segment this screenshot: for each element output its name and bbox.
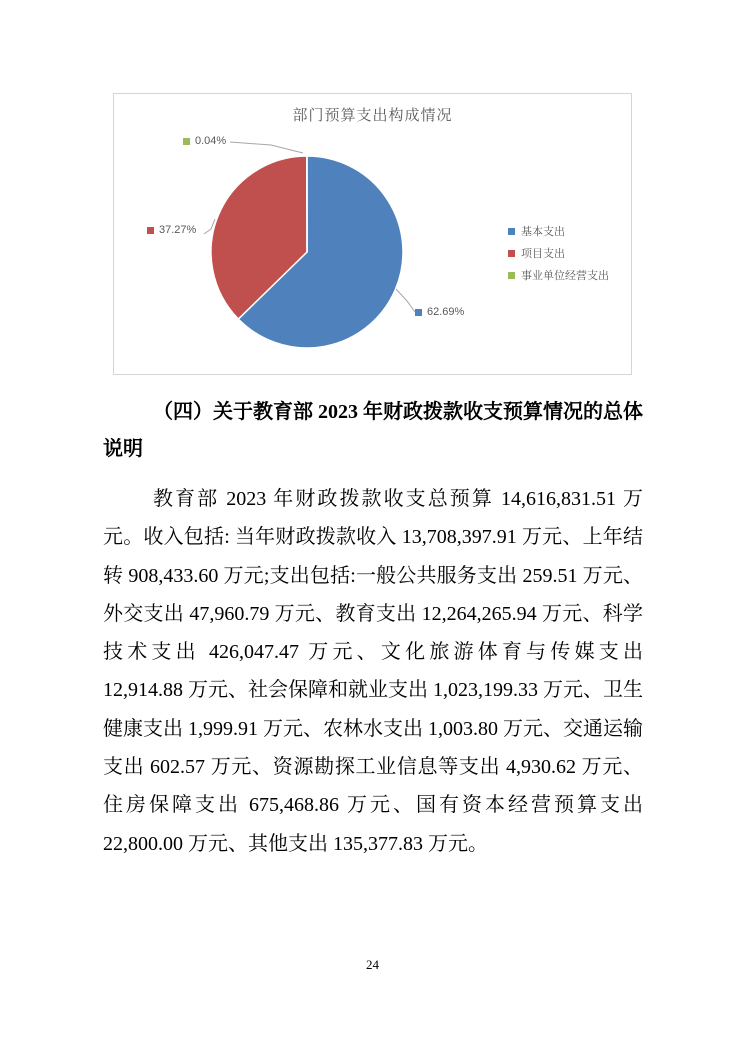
chart-legend: [508, 220, 609, 286]
chart-title: 部门预算支出构成情况: [292, 107, 453, 124]
pie-chart: [113, 93, 632, 375]
legend-basic-label: 基本支出: [521, 226, 565, 238]
data-label-basic-value: 62.69%: [427, 306, 465, 318]
legend-item-project: [508, 242, 609, 264]
section-heading: （四）关于教育部 2023 年财政拨款收支预算情况的总体说明: [103, 401, 643, 460]
basic-swatch-icon: [415, 309, 422, 316]
project-swatch-icon: [147, 227, 154, 234]
page-number: 24: [366, 957, 379, 972]
data-label-project-value: 37.27%: [159, 224, 197, 236]
legend-project-label: 项目支出: [521, 248, 565, 260]
leader-line-operating: [230, 142, 303, 153]
leader-line-basic: [396, 289, 415, 312]
legend-operating-label: 事业单位经营支出: [521, 270, 609, 282]
legend-item-basic: [508, 220, 609, 242]
legend-project-swatch-icon: [508, 250, 515, 257]
legend-item-operating: [508, 264, 609, 286]
operating-swatch-icon: [183, 138, 190, 145]
legend-basic-swatch-icon: [508, 228, 515, 235]
body-paragraph: 教育部 2023 年财政拨款收支总预算 14,616,831.51 万元。收入包括: 当年财政拨款收入 13,708,397.91 万元、上年结转 908,433.60 万元;支出包括:一般公共服务支出 259.51 万元、外交支出 47,960.79 万元、教育支出 12,264,265.94 万元、科学技术支出 426,047.47 万元、文化旅游体育与传媒支出 12,914.88 万元、社会保障和就业支出 1,023,199.33 万元、卫生健康支出 1,999.91 万元、农林水支出 1,003.80 万元、交通运输支出 602.57 万元、资源勘探工业信息等支出 4,930.62 万元、住房保障支出 675,468.86 万元、国有资本经营预算支出 22,800.00 万元、其他支出 135,377.83 万元。: [103, 488, 643, 855]
data-label-basic: [415, 306, 464, 318]
data-label-operating: [183, 135, 226, 147]
data-label-operating-value: 0.04%: [195, 135, 227, 147]
data-label-project: [147, 224, 196, 236]
legend-operating-swatch-icon: [508, 272, 515, 279]
